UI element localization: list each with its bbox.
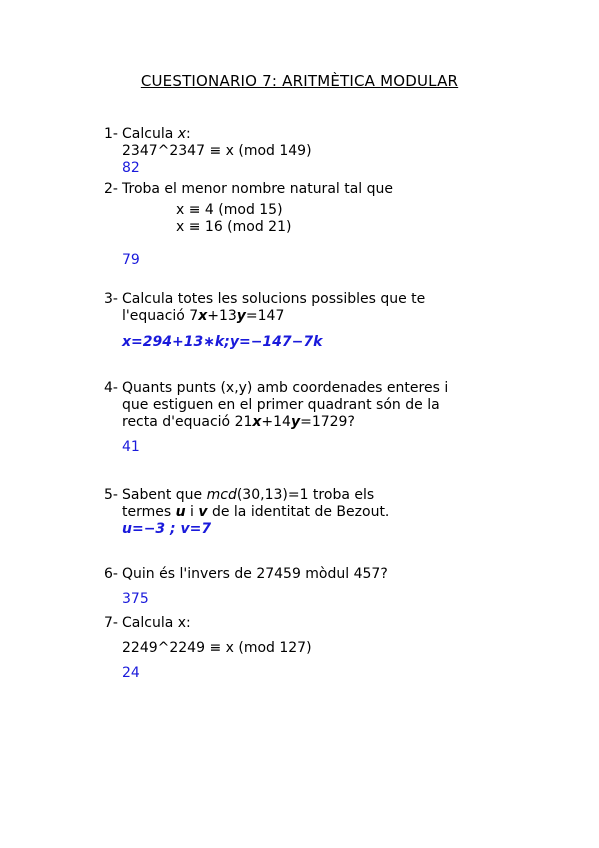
question-formula: 2249^2249 ≡ x (mod 127): [122, 640, 312, 656]
question-2: [104, 181, 504, 269]
question-equation: l'equació 7x+13y=147: [122, 308, 285, 324]
page-title: CUESTIONARIO 7: ARITMÈTICA MODULAR: [140, 72, 459, 90]
question-text: Calcula x:: [122, 126, 191, 142]
answer: 79: [122, 252, 140, 268]
question-number: 6-: [104, 566, 118, 582]
answer: 82: [122, 160, 140, 176]
question-text-line-2: que estiguen en el primer quadrant són de la: [122, 397, 440, 413]
answer: u=−3 ; v=7: [122, 521, 212, 537]
congruence-2: x ≡ 16 (mod 21): [176, 219, 292, 235]
question-text-line-1: Sabent que mcd(30,13)=1 troba els: [122, 487, 375, 503]
question-1: [104, 126, 504, 177]
question-number: 7-: [104, 615, 118, 631]
congruence-1: x ≡ 4 (mod 15): [176, 202, 283, 218]
question-text-line-1: Quants punts (x,y) amb coordenades enteres i: [122, 380, 449, 396]
question-text-line-2: termes u i v de la identitat de Bezout.: [122, 504, 390, 520]
question-text-line-3: recta d'equació 21x+14y=1729?: [122, 414, 355, 430]
question-number: 5-: [104, 487, 118, 503]
question-4: [104, 380, 504, 456]
answer: 24: [122, 665, 140, 681]
question-text: Calcula x:: [122, 615, 191, 631]
question-number: 1-: [104, 126, 118, 142]
question-6: [104, 566, 504, 608]
answer: x=294+13∗k;y=−147−7k: [122, 334, 323, 350]
question-text: Troba el menor nombre natural tal que: [122, 181, 394, 197]
question-text: Quin és l'invers de 27459 mòdul 457?: [122, 566, 388, 582]
question-number: 4-: [104, 380, 118, 396]
question-number: 3-: [104, 291, 118, 307]
question-formula: 2347^2347 ≡ x (mod 149): [122, 143, 312, 159]
answer: 375: [122, 591, 149, 607]
question-5: [104, 487, 504, 538]
question-text: Calcula totes les solucions possibles que te: [122, 291, 426, 307]
question-7: [104, 615, 504, 682]
answer: 41: [122, 439, 140, 455]
question-3: [104, 291, 504, 351]
question-number: 2-: [104, 181, 118, 197]
